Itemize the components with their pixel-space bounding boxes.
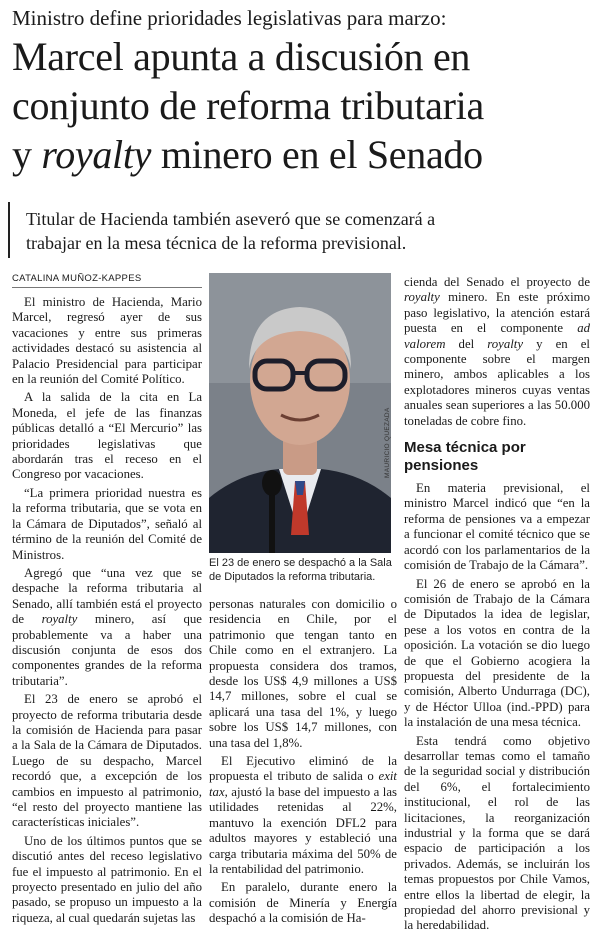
headline-line-1: Marcel apunta a discusión en bbox=[12, 34, 471, 79]
paragraph: En paralelo, durante enero la comisión de Minería y Energía despachó a la comisión de Ha- bbox=[209, 880, 397, 926]
portrait-photo bbox=[209, 273, 391, 553]
paragraph: El 26 de enero se aprobó en la comisión de Trabajo de la Cámara de Diputados la idea de legislar, pese a los votos en contra de la oposición. La votación se dio luego de que el Gobierno acogiera la propuesta del presidente de la comisión, Alberto Undurraga (DC), y de Héctor Ulloa (ind.-PPD) para la instalación de una mesa técnica. bbox=[404, 576, 590, 730]
text-run: cienda del Senado el proyecto de bbox=[404, 275, 590, 289]
article-column-2 bbox=[209, 597, 397, 930]
paragraph: “La primera prioridad nuestra es la reforma tributaria, que se vota en la Cámara de Diputados”, señaló al término de la reunión del Comité de Ministros. bbox=[12, 485, 202, 562]
italic-term: ad valorem bbox=[404, 321, 590, 351]
photo-caption: El 23 de enero se despachó a la Sala de Diputados la reforma tributaria. bbox=[209, 557, 392, 583]
headline-line-3 bbox=[12, 130, 592, 179]
text-run: del bbox=[445, 336, 488, 351]
paragraph: Uno de los últimos puntos que se discutió antes del receso legislativo fue el impuesto al patrimonio. En el proyecto presentado en julio del año pasado, se propuso un impuesto a la riqueza, al cual quedarán sujetas las bbox=[12, 833, 202, 925]
headline-line-2: conjunto de reforma tributaria bbox=[12, 83, 484, 128]
text-run: y en el componente sobre el margen minero, ambos aplicables a los explotadores mineros cuyas ventas anuales sean superiores a las 50.000 toneladas de cobre fino. bbox=[404, 336, 590, 428]
headline-line-3-pre: y bbox=[12, 132, 42, 177]
byline: CATALINA MUÑOZ-KAPPES bbox=[12, 273, 202, 288]
paragraph: En materia previsional, el ministro Marcel indicó que “en la reforma de pensiones va a empezar a funcionar el comité técnico que se acordó con los parlamentarios de la comisión de Trabajo de la Cámara”. bbox=[404, 481, 590, 573]
paragraph: Esta tendrá como objetivo desarrollar temas como el tamaño de la seguridad social y distribución del 6%, el fortalecimiento institucional, el rol de las licitaciones, la reorganización industrial y la forma que se dará espacio de participación a los privados. Además, se incluirán los temas propuestos por Chile Vamos, entre ellos la libertad de elegir, la propiedad del ahorro previsional y la heredabilidad. bbox=[404, 733, 590, 933]
deck-rule bbox=[8, 202, 10, 258]
section-subhead: Mesa técnica por pensiones bbox=[404, 439, 526, 475]
text-run: Agregó que “una vez que se despache la reforma tributaria al Senado, allí también está el proyecto de bbox=[12, 565, 202, 627]
italic-term: royalty bbox=[487, 336, 524, 351]
photo-credit: MAURICIO QUEZADA bbox=[384, 407, 391, 478]
portrait-illustration bbox=[209, 273, 391, 553]
paragraph bbox=[209, 754, 397, 877]
paragraph: A la salida de la cita en La Moneda, el jefe de las finanzas públicas detalló a “El Mercurio” las prioridades legislativas que abordarán tras el receso en el Congreso por vacaciones. bbox=[12, 390, 202, 482]
text-run: minero, así que probablemente va a haber una discusión conjunta de esos dos componentes grandes de la reforma tributaria”. bbox=[12, 612, 202, 688]
paragraph: El 23 de enero se aprobó el proyecto de reforma tributaria desde la comisión de Hacienda para pasar a la Sala de la Cámara de Diputados. Luego de su despacho, Marcel recordó que, a excepción de los cambios en impuesto al patrimonio, “el resto del proyecto mantiene las características iniciales”. bbox=[12, 692, 202, 830]
text-run: minero. En este próximo paso legislativo, la atención estará puesta en el componente bbox=[404, 290, 590, 336]
italic-term: exit tax bbox=[209, 769, 397, 799]
headline-royalty-italic: royalty bbox=[41, 132, 152, 177]
deck-line-1: Titular de Hacienda también aseveró que se comenzará a bbox=[26, 209, 436, 229]
paragraph: personas naturales con domicilio o residencia en Chile, por el patrimonio que tengan tanto en Chile como en el extranjero. La propuesta considera dos tramos, desde los US$ 4,9 millones a US$ 14,7 millones, sobre el cual se aplicará una tasa del 1%, y luego sobre los US$ 14,7 millones, con una tasa del 1,8%. bbox=[209, 597, 397, 750]
headline-line-3-post: minero en el Senado bbox=[151, 132, 483, 177]
deck-line-2: trabajar en la mesa técnica de la reforma previsional. bbox=[26, 233, 407, 253]
headline bbox=[12, 32, 592, 179]
paragraph bbox=[404, 275, 590, 429]
text-run: , ajustó la base del impuesto a las utilidades retenidas al 22%, mantuvo la exención DFL2 para adultos mayores y estableció una carga tributaria máxima del 50% de la rentabilidad del patrimonio. bbox=[209, 784, 397, 876]
paragraph: El ministro de Hacienda, Mario Marcel, regresó ayer de sus vacaciones y entre sus primeras actividades destacó su asistencia al Palacio Presidencial para participar en la reunión del Comité Político. bbox=[12, 295, 202, 387]
deck bbox=[26, 207, 586, 255]
italic-term: royalty bbox=[404, 290, 440, 305]
article-column-1 bbox=[12, 295, 202, 929]
article-column-3 bbox=[404, 275, 590, 937]
text-run: El Ejecutivo eliminó de la propuesta el tributo de salida o bbox=[209, 754, 397, 784]
paragraph bbox=[12, 566, 202, 689]
kicker: Ministro define prioridades legislativas para marzo: bbox=[12, 6, 447, 30]
italic-term: royalty bbox=[41, 612, 78, 627]
